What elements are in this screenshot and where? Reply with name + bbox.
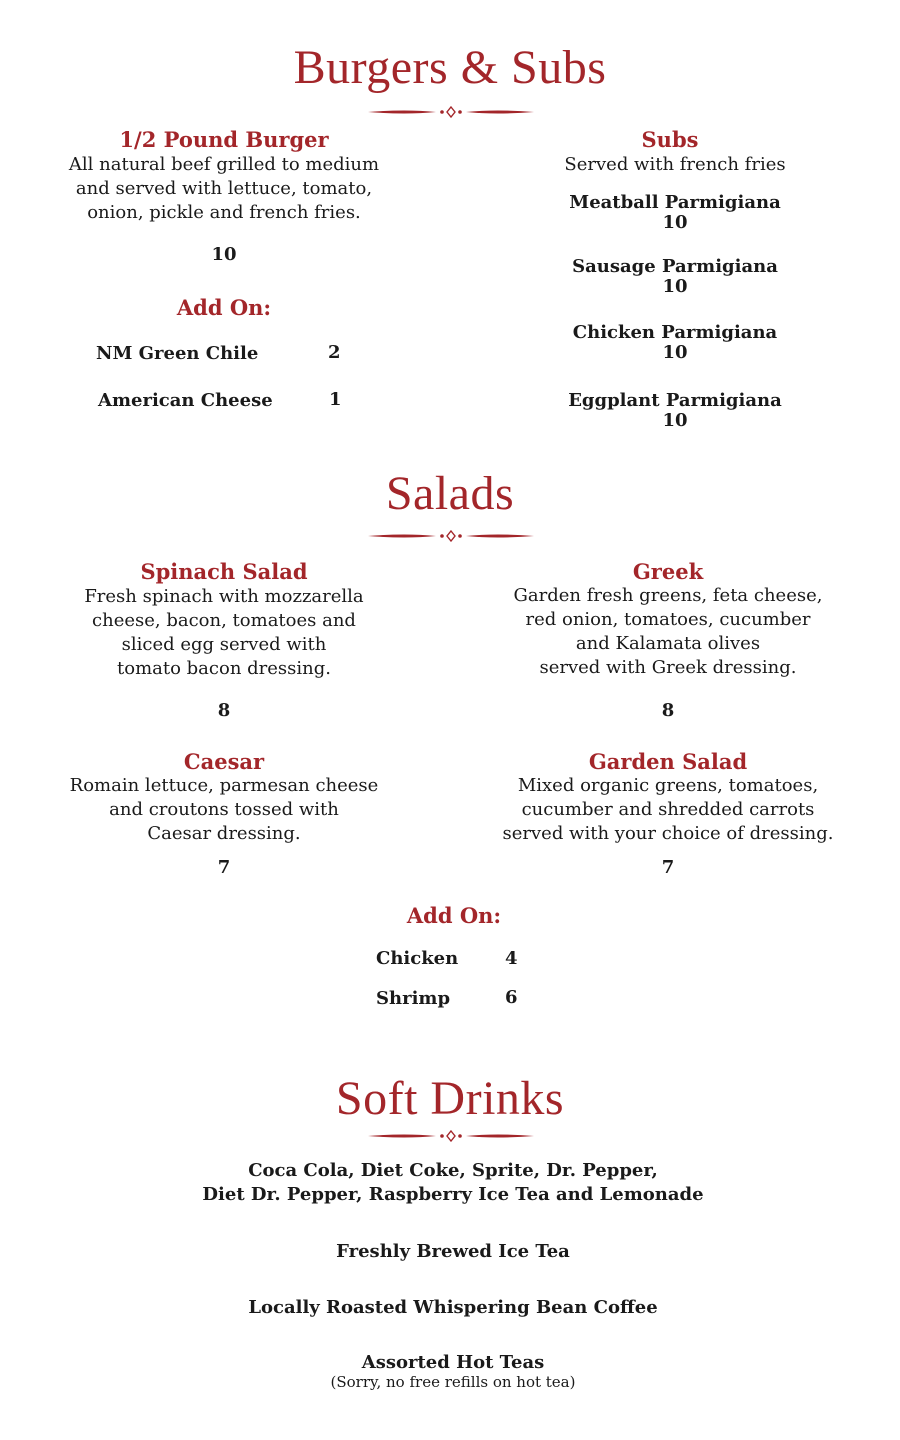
drinks-hot-tea-note: (Sorry, no free refills on hot tea) (330, 1373, 576, 1391)
salad-price-greek: 8 (661, 700, 675, 721)
salad-description-spinach: Fresh spinach with mozzarella cheese, bacon, tomatoes and sliced egg served with tomato bacon dressing. (84, 586, 364, 679)
drinks-coffee: Locally Roasted Whispering Bean Coffee (248, 1297, 658, 1318)
subs-description: Served with french fries (564, 154, 786, 175)
ornament-divider-icon (366, 530, 536, 542)
section-title-drinks: Soft Drinks (335, 1072, 565, 1125)
salad-price-garden: 7 (661, 857, 675, 878)
addon-price-green-chile: 2 (328, 342, 341, 363)
sub-item-meatball: Meatball Parmigiana 10 (569, 192, 781, 233)
addon-item-american-cheese: American Cheese (98, 390, 273, 411)
sub-item-eggplant: Eggplant Parmigiana 10 (568, 390, 782, 431)
salad-title-greek: Greek (632, 559, 704, 584)
addon-item-chicken: Chicken (376, 948, 459, 969)
salad-price-caesar: 7 (217, 857, 231, 878)
addon-price-chicken: 4 (505, 948, 518, 969)
burger-title: 1/2 Pound Burger (119, 127, 329, 152)
addon-item-green-chile: NM Green Chile (96, 343, 259, 364)
section-title-salads: Salads (385, 467, 515, 520)
burger-price: 10 (211, 244, 237, 265)
addon-price-american-cheese: 1 (329, 389, 342, 410)
salad-description-caesar: Romain lettuce, parmesan cheese and croutons tossed with Caesar dressing. (69, 775, 379, 844)
salad-title-garden: Garden Salad (588, 749, 748, 774)
salad-description-greek: Garden fresh greens, feta cheese, red onion, tomatoes, cucumber and Kalamata olives served with Greek dressing. (513, 585, 823, 678)
salad-description-garden: Mixed organic greens, tomatoes, cucumber and shredded carrots served with your choice of dressing. (502, 775, 834, 844)
burger-description: All natural beef grilled to medium and served with lettuce, tomato, onion, pickle and french fries. (68, 154, 380, 223)
addon-item-shrimp: Shrimp (376, 988, 451, 1009)
ornament-divider-icon (366, 1130, 536, 1142)
addon-price-shrimp: 6 (505, 987, 518, 1008)
sub-item-sausage: Sausage Parmigiana 10 (572, 256, 778, 297)
salad-price-spinach: 8 (217, 700, 231, 721)
burger-addon-title: Add On: (176, 295, 272, 320)
section-title-burgers: Burgers & Subs (293, 41, 607, 94)
subs-title: Subs (641, 127, 699, 152)
drinks-ice-tea: Freshly Brewed Ice Tea (336, 1241, 570, 1262)
salad-addon-title: Add On: (406, 903, 502, 928)
sub-item-chicken: Chicken Parmigiana 10 (572, 322, 778, 363)
salad-title-caesar: Caesar (183, 749, 265, 774)
ornament-divider-icon (366, 106, 536, 118)
drinks-hot-teas: Assorted Hot Teas (361, 1352, 545, 1373)
salad-title-spinach: Spinach Salad (140, 559, 308, 584)
drinks-soda-list: Coca Cola, Diet Coke, Sprite, Dr. Pepper, Diet Dr. Pepper, Raspberry Ice Tea and Lemonade (202, 1160, 704, 1205)
